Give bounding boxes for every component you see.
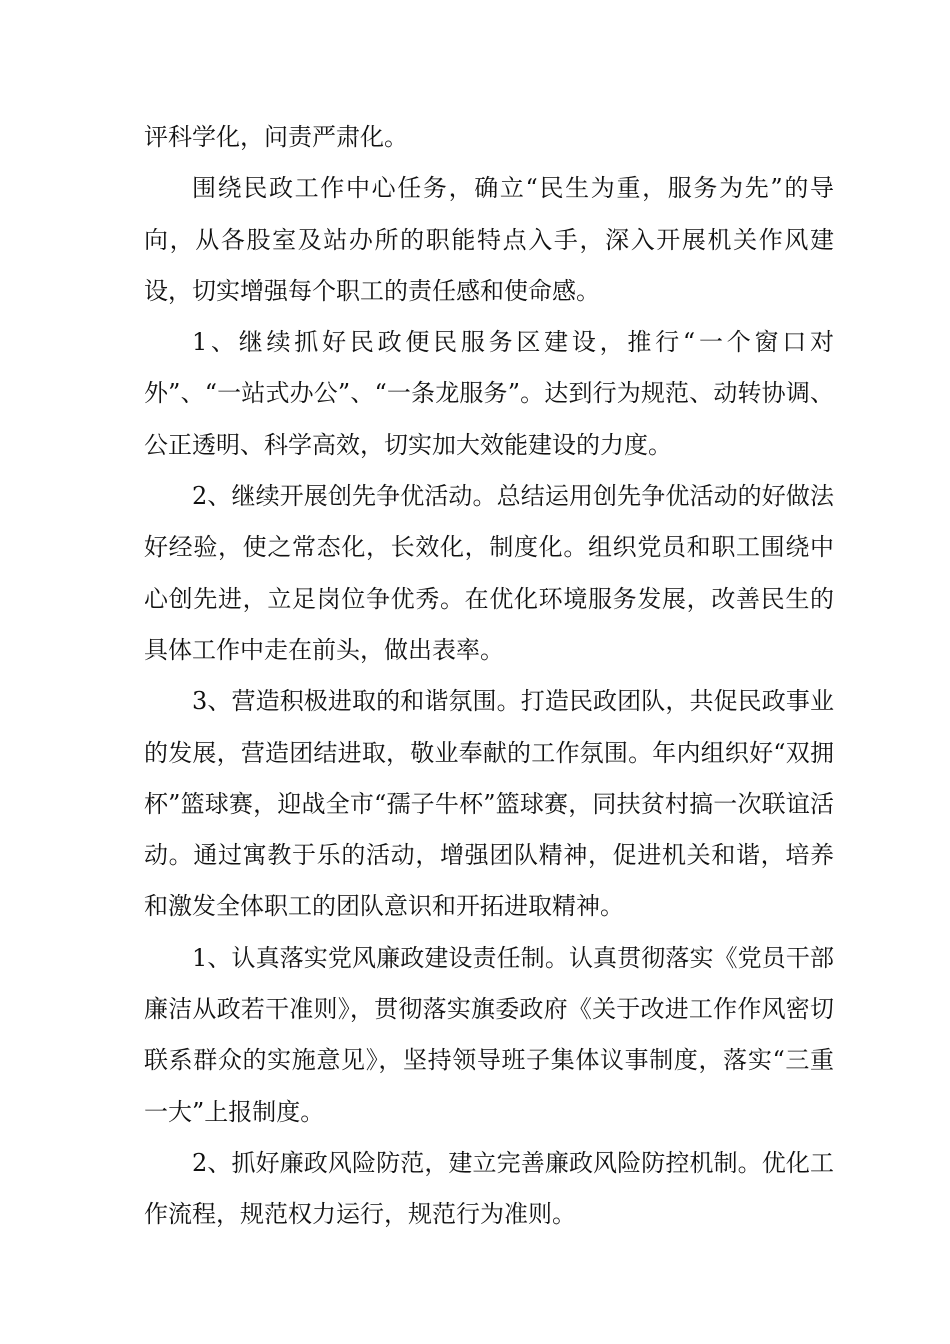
paragraph-item-1-service-area: 1、继续抓好民政便民服务区建设，推行“一个窗口对外”、“一站式办公”、“一条龙服务”。达到行为规范、动转协调、公正透明、科学高效，切实加大效能建设的力度。 bbox=[144, 328, 834, 459]
paragraph-item-3-harmony: 3、营造积极进取的和谐氛围。打造民政团队，共促民政事业的发展，营造团结进取，敬业奉献的工作氛围。年内组织好“双拥杯”篮球赛，迎战全市“孺子牛杯”篮球赛，同扶贫村搞一次联谊活动。通过寓教于乐的活动，增强团队精神，促进机关和谐，培养和激发全体职工的团队意识和开拓进取精神。 bbox=[144, 687, 834, 921]
paragraph-continuation: 评科学化，问责严肃化。 bbox=[144, 123, 408, 151]
paragraph-item-1-integrity: 1、认真落实党风廉政建设责任制。认真贯彻落实《党员干部廉洁从政若干准则》，贯彻落实旗委政府《关于改进工作作风密切联系群众的实施意见》，坚持领导班子集体议事制度，落实“三重一大”上报制度。 bbox=[144, 943, 834, 1126]
paragraph-intro: 围绕民政工作中心任务，确立“民生为重，服务为先”的导向，从各股室及站办所的职能特点入手，深入开展机关作风建设，切实增强每个职工的责任感和使命感。 bbox=[144, 174, 834, 305]
document-page bbox=[144, 112, 834, 1241]
paragraph-item-2-risk-prevention: 2、抓好廉政风险防范，建立完善廉政风险防控机制。优化工作流程，规范权力运行，规范行为准则。 bbox=[144, 1148, 834, 1229]
paragraph-item-2-excellence: 2、继续开展创先争优活动。总结运用创先争优活动的好做法好经验，使之常态化，长效化，制度化。组织党员和职工围绕中心创先进，立足岗位争优秀。在优化环境服务发展，改善民生的具体工作中走在前头，做出表率。 bbox=[144, 482, 834, 664]
